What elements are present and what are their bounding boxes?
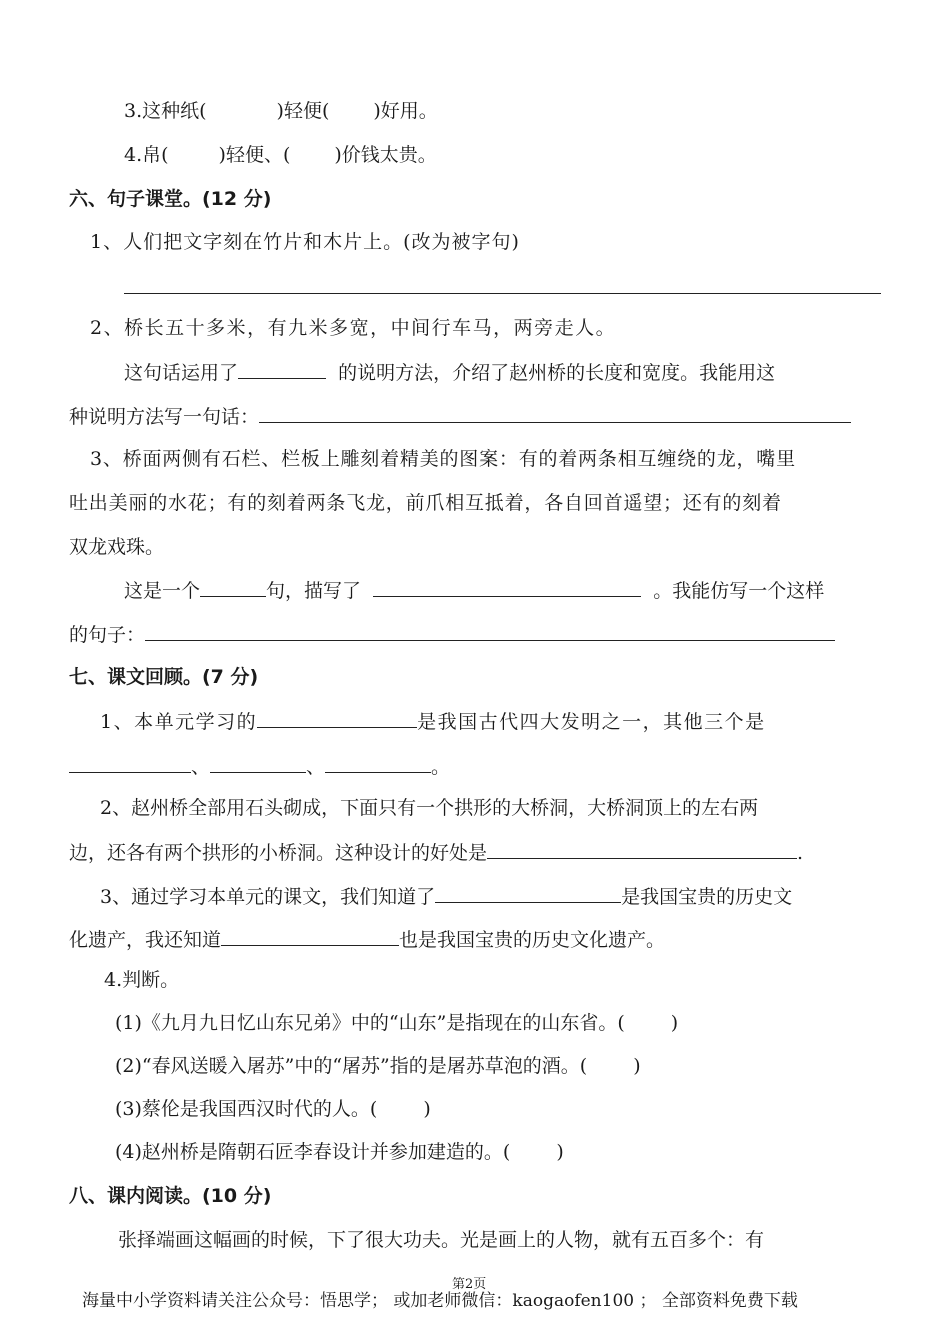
q5-3: 3.这种纸( )轻便( )好用。 — [124, 100, 438, 122]
section-6-heading: 六、句子课堂。(12 分) — [69, 188, 272, 210]
s6-q3-blank-imitation[interactable] — [145, 620, 835, 641]
s7-q3-line1: 3、通过学习本单元的课文，我们知道了 是我国宝贵的历史文 — [100, 882, 792, 910]
s6-q3-line5: 的句子： — [69, 620, 835, 648]
s7-q1-blank-2[interactable] — [69, 752, 191, 773]
s7-q3-line2: 化遗产，我还知道 也是我国宝贵的历史文化遗产。 — [69, 925, 665, 953]
s6-q3-line2: 吐出美丽的水花；有的刻着两条飞龙，前爪相互抵着，各自回首遥望；还有的刻着 — [69, 492, 782, 514]
s7-q1-blank-3[interactable] — [210, 752, 306, 773]
s7-q4-title: 4.判断。 — [104, 969, 180, 991]
s6-q3-blank-described[interactable] — [373, 576, 641, 597]
s7-q2-line1: 2、赵州桥全部用石头砌成，下面只有一个拱形的大桥洞，大桥洞顶上的左右两 — [100, 797, 759, 819]
section-7-heading: 七、课文回顾。(7 分) — [69, 666, 259, 688]
s7-q2-blank-benefit[interactable] — [487, 838, 797, 859]
q5-4: 4.帛( )轻便、( )价钱太贵。 — [124, 144, 437, 166]
s6-q3-line1: 3、桥面两侧有石栏、栏板上雕刻着精美的图案：有的着两条相互缠绕的龙，嘴里 — [90, 448, 796, 470]
s6-q2-blank-method[interactable] — [238, 358, 326, 379]
s7-q3-blank-heritage-1[interactable] — [435, 882, 621, 903]
footer-notice: 海量中小学资料请关注公众号：悟思学； 或加老师微信：kaogaofen100 ； 全部资料免费下载 — [82, 1291, 798, 1311]
page-number: 第2页 — [452, 1277, 487, 1292]
s7-q3-blank-heritage-2[interactable] — [221, 925, 399, 946]
s6-q3-blank-type[interactable] — [200, 576, 266, 597]
s7-q1-blank-4[interactable] — [325, 752, 431, 773]
s7-q1: 1、本单元学习的 是我国古代四大发明之一，其他三个是 — [100, 707, 766, 735]
s6-q1: 1、人们把文字刻在竹片和木片上。(改为被字句) — [90, 231, 520, 253]
s6-q3-line3: 双龙戏珠。 — [69, 536, 165, 558]
s6-q3-line4: 这是一个 句，描写了 。我能仿写一个这样 — [124, 576, 824, 604]
s6-q2-blank-sentence[interactable] — [259, 402, 851, 423]
s6-q2-line2: 这句话运用了 的说明方法，介绍了赵州桥的长度和宽度。我能用这 — [124, 358, 775, 386]
judge-item-2: (2)“春风送暖入屠苏”中的“屠苏”指的是屠苏草泡的酒。( ) — [115, 1055, 641, 1077]
s6-q1-answer-line[interactable] — [124, 293, 881, 294]
judge-item-3: (3)蔡伦是我国西汉时代的人。( ) — [115, 1098, 431, 1120]
s7-q2-line2: 边，还各有两个拱形的小桥洞。这种设计的好处是 . — [69, 838, 803, 866]
judge-item-1: (1)《九月九日忆山东兄弟》中的“山东”是指现在的山东省。( ) — [115, 1012, 679, 1034]
s8-paragraph-1: 张择端画这幅画的时候，下了很大功夫。光是画上的人物，就有五百多个：有 — [118, 1229, 765, 1251]
section-8-heading: 八、课内阅读。(10 分) — [69, 1185, 272, 1207]
s7-q1-line2: 、 、 。 — [69, 752, 450, 780]
s6-q2: 2、桥长五十多米，有九米多宽，中间行车马，两旁走人。 — [90, 317, 617, 339]
s6-q2-line3: 种说明方法写一句话： — [69, 402, 851, 430]
s7-q1-blank-invention[interactable] — [257, 707, 417, 728]
judge-item-4: (4)赵州桥是隋朝石匠李春设计并参加建造的。( ) — [115, 1141, 564, 1163]
